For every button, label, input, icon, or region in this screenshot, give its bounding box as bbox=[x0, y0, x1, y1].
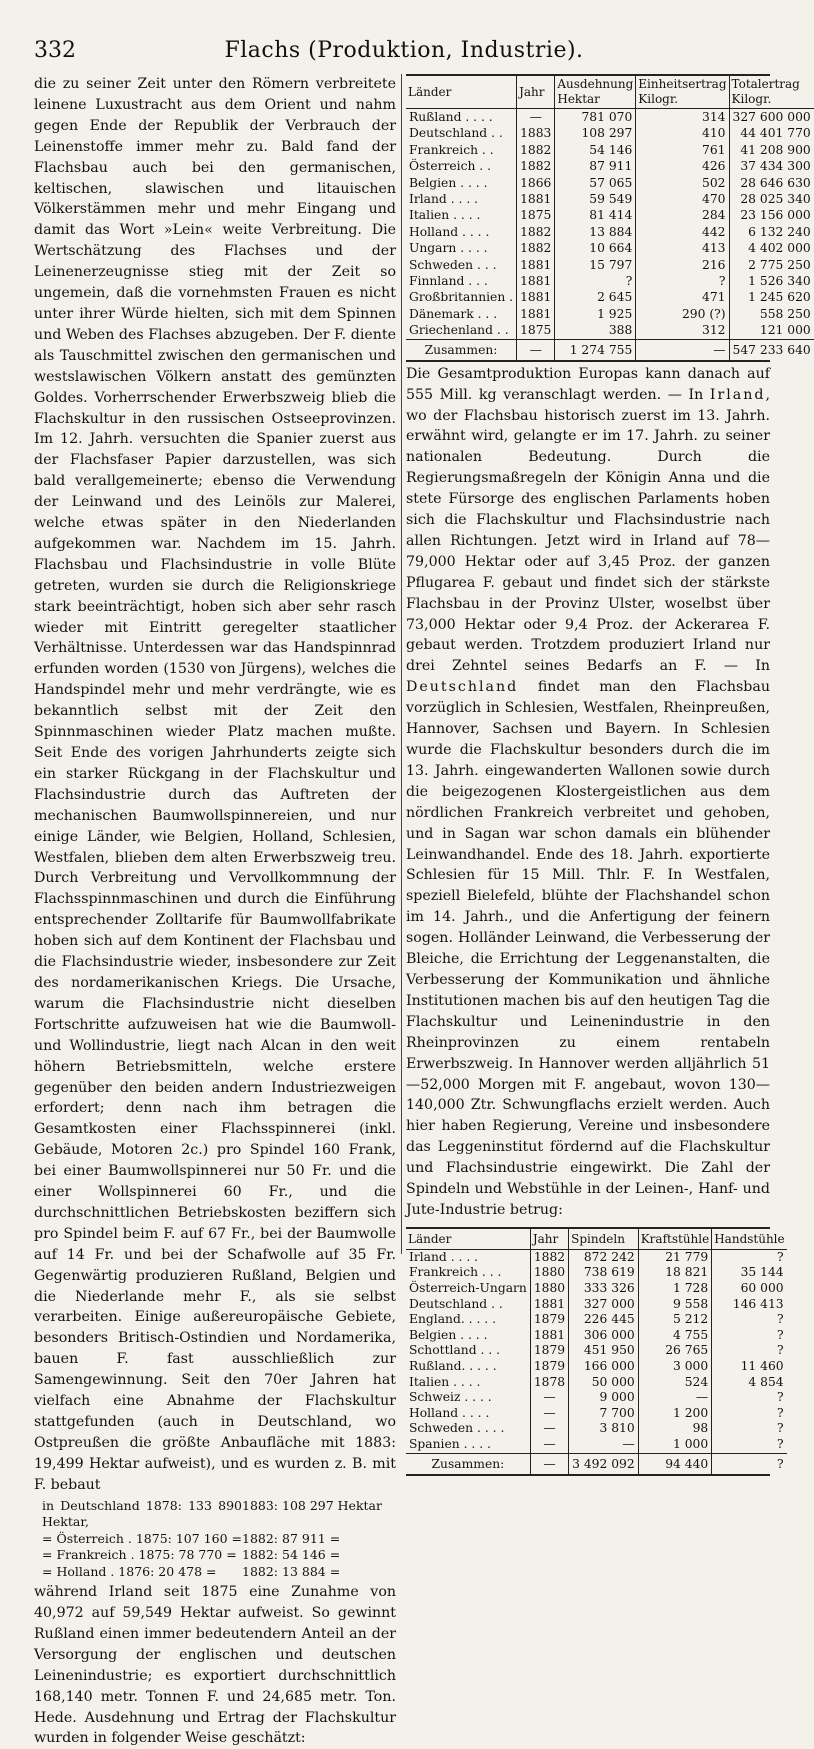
table-cell: 761 bbox=[636, 142, 729, 158]
table-row bbox=[406, 273, 814, 289]
table-cell: 6 132 240 bbox=[748, 224, 811, 239]
table-cell: — bbox=[530, 1437, 568, 1453]
table-cell: 87 911 bbox=[555, 158, 636, 174]
table-row bbox=[406, 191, 814, 207]
table-row bbox=[406, 158, 814, 174]
table-cell: 314 bbox=[636, 109, 729, 126]
table-row bbox=[406, 1328, 787, 1344]
table-cell: Italien . . . . bbox=[406, 207, 517, 223]
table-cell: 1 526 340 bbox=[748, 274, 811, 289]
table-cell: 23 156 000 bbox=[740, 208, 811, 223]
comparison-earlier: = Holland . 1876: 20 478 = bbox=[42, 1563, 217, 1579]
table-cell: 781 070 bbox=[555, 109, 636, 126]
col-header-jahr: Jahr bbox=[517, 76, 555, 109]
table-cell: 26 765 bbox=[638, 1343, 712, 1359]
table-cell: 1881 bbox=[530, 1328, 568, 1344]
left-paragraph-1: die zu seiner Zeit unter den Römern verbreitete leinene Luxustracht aus dem Orient und nahm gegen Ende der Republik der Verbrauch der Leinenstoffe immer mehr zu. Bald fand der Flachsbau auch bei den germanischen, keltischen, slawischen und litauischen Völkerstämmen mehr und mehr Eingang und damit das Wort »Lein« weite Verbreitung. Die Wertschätzung des Flachses und der Leinenerzeugnisse stieg mit der Zeit so ungemein, daß die vornehmsten Frauen es nicht unter ihrer Würde hielten, sich mit dem Spinnen und Weben des Flachses abzugeben. Der F. diente als Tauschmittel zwischen den germanischen und westslawischen Völkern anstatt des gemünzten Goldes. Vorherrschender Erwerbszweig blieb die Flachskultur in den russischen Ostseeprovinzen. Im 12. Jahrh. versuchten die Spanier zuerst aus der Flachsfaser Papier darzustellen, was sich bald verallgemeinerte; ebenso die Verwendung der Leinwand und des Leinöls zur Malerei, welche etwas später in den Niederlanden aufgekommen war. Nachdem im 15. Jahrh. Flachsbau und Flachsindustrie in volle Blüte getreten, wurden sie durch die Religionskriege stark beeinträchtigt, hoben sich aber sehr rasch wieder mit Eintritt geregelter staatlicher Verhältnisse. Unterdessen war das Handspinnrad erfunden worden (1530 von Jürgens), welches die Handspindel mehr und mehr verdrängte, wie es bekanntlich selbst mit der Zeit den Spinnmaschinen wieder Platz machen mußte. Seit Ende des vorigen Jahrhunderts zeigte sich ein starker Rückgang in der Flachskultur und Flachsindustrie durch das Auftreten der mechanischen Baumwollspinnereien, und nur einige Länder, wie Belgien, Holland, Schlesien, Westfalen, blieben dem alten Erwerbszweig treu. Durch Verbreitung und Vervollkommnung der Flachsspinnmaschinen und durch die Einführung entsprechender Zolltarife für Baumwollfabrikate hoben sich auf dem Kontinent der Flachsbau und die Flachsindustrie wieder, insbesondere zur Zeit des nordamerikanischen Kriegs. Die Ursache, warum die Flachsindustrie nicht dieselben Fortschritte aufzuweisen hat wie die Baumwoll- und Wollindustrie, liegt nach Alcan in den weit höhern Betriebsmitteln, welche erstere gegenüber den beiden andern Industriezweigen erfordert; denn nach ihm betragen die Gesamtkosten einer Flachsspinnerei (inkl. Gebäude, Motoren 2c.) pro Spindel 160 Frank, bei einer Baumwollspinnerei nur 50 Fr. und die einer Wollspinnerei 60 Fr., und die durchschnittlichen Betriebskosten beziffern sich pro Spindel beim F. auf 67 Fr., bei der Baumwolle auf 14 Fr. und bei der Schafwolle auf 35 Fr. Gegenwärtig produzieren Rußland, Belgien und die Niederlande mehr F., als sie selbst verarbeiten. Einige außereuropäische Gebiete, besonders Britisch-Ostindien und Nordamerika, bauen F. fast ausschließlich zur Samengewinnung. Seit den 70er Jahren hat vielfach eine Abnahme der Flachskultur stattgefunden (auch in Deutschland, wo Ostpreußen die größte Anbaufläche mit 1883: 19,499 Hektar aufweist), und es wurden z. B. mit F. bebaut bbox=[34, 76, 396, 1493]
table-cell: Frankreich . . . bbox=[406, 1265, 530, 1281]
table-cell: Frankreich . . bbox=[406, 142, 517, 158]
comparison-later: 1882: 13 884 = bbox=[242, 1563, 341, 1579]
table-cell: 1882 bbox=[517, 142, 555, 158]
table-row bbox=[406, 1343, 787, 1359]
comparison-later: 1882: 54 146 = bbox=[242, 1547, 341, 1563]
table-cell: 312 bbox=[636, 322, 729, 339]
table-cell: Rußland . . . . bbox=[406, 109, 517, 126]
table-sum-cell: 547 233 640 bbox=[729, 339, 814, 360]
table-row bbox=[406, 1437, 787, 1453]
table-cell: 410 bbox=[636, 125, 729, 141]
table-cell: 28 025 340 bbox=[740, 192, 811, 207]
col-header-handstuehle: Handstühle bbox=[712, 1229, 787, 1250]
flax-yield-table bbox=[406, 74, 811, 362]
left-paragraph-2: während Irland seit 1875 eine Zunahme von 40,972 auf 59,549 Hektar aufweist. So gewinnt Rußland einen immer bedeutendern Anteil an der Versorgung der englischen und deutschen Leinenindustrie; es exportiert durchschnittlich 168,140 metr. Tonnen F. und 24,685 metr. Ton. Hede. Ausdehnung und Ertrag der Flachskultur wurden in folgender Weise geschätzt: bbox=[34, 1584, 396, 1747]
page-header bbox=[34, 38, 774, 68]
table-cell: — bbox=[569, 1437, 639, 1453]
table-cell: 1882 bbox=[517, 158, 555, 174]
table-row bbox=[406, 1297, 787, 1313]
table-cell: 121 000 bbox=[759, 323, 811, 338]
table-cell: 306 000 bbox=[569, 1328, 639, 1344]
col-header-laender: Länder bbox=[406, 1229, 530, 1250]
table-cell: 470 bbox=[636, 191, 729, 207]
table-cell: Schweiz . . . . bbox=[406, 1390, 530, 1406]
table-cell: ? bbox=[777, 1343, 784, 1358]
table-sum-row bbox=[406, 339, 814, 360]
comparison-row bbox=[42, 1564, 396, 1581]
table-cell: 1875 bbox=[517, 322, 555, 339]
table-cell: 7 700 bbox=[569, 1406, 639, 1422]
table-cell: 413 bbox=[636, 240, 729, 256]
table-row bbox=[406, 289, 814, 305]
table-cell: 3 810 bbox=[569, 1421, 639, 1437]
table-sum-cell: ? bbox=[712, 1453, 787, 1474]
table-cell: Finnland . . . bbox=[406, 273, 517, 289]
col-header-kraftstuehle: Kraftstühle bbox=[638, 1229, 712, 1250]
table-cell: ? bbox=[777, 1312, 784, 1327]
table-cell: 1881 bbox=[517, 273, 555, 289]
table-cell: 1881 bbox=[517, 289, 555, 305]
table-cell: 9 000 bbox=[569, 1390, 639, 1406]
table-cell: 502 bbox=[636, 175, 729, 191]
table-row bbox=[406, 125, 814, 141]
table-cell: Holland . . . . bbox=[406, 1406, 530, 1422]
left-column bbox=[34, 74, 396, 1749]
table-cell: 1 000 bbox=[638, 1437, 712, 1453]
table-cell: Großbritannien . bbox=[406, 289, 517, 305]
comparison-row bbox=[42, 1531, 396, 1548]
table-row bbox=[406, 1249, 787, 1265]
table-cell: Ungarn . . . . bbox=[406, 240, 517, 256]
table-sum-cell: 3 492 092 bbox=[569, 1453, 639, 1474]
table-cell: ? bbox=[555, 273, 636, 289]
table-cell: 3 000 bbox=[638, 1359, 712, 1375]
table-sum-cell: — bbox=[530, 1453, 568, 1474]
table-row bbox=[406, 322, 814, 339]
comparison-earlier: in Deutschland 1878: 133 890 Hektar, bbox=[42, 1497, 242, 1530]
table-cell: 5 212 bbox=[638, 1312, 712, 1328]
table-row bbox=[406, 1375, 787, 1391]
table-cell: Belgien . . . . bbox=[406, 1328, 530, 1344]
table-cell: Schottland . . . bbox=[406, 1343, 530, 1359]
table-cell: 558 250 bbox=[759, 306, 811, 321]
table-row bbox=[406, 1281, 787, 1297]
table-cell: 21 779 bbox=[638, 1249, 712, 1265]
table-cell: 2 775 250 bbox=[748, 257, 811, 272]
table-cell: 13 884 bbox=[555, 224, 636, 240]
table-cell: Holland . . . . bbox=[406, 224, 517, 240]
table-cell: 426 bbox=[636, 158, 729, 174]
table-cell: 4 755 bbox=[638, 1328, 712, 1344]
table-cell: Irland . . . . bbox=[406, 1249, 530, 1265]
comparison-earlier: = Österreich . 1875: 107 160 = bbox=[42, 1530, 242, 1546]
table-cell: 1881 bbox=[530, 1297, 568, 1313]
table-sum-cell: Zusammen: bbox=[406, 1453, 530, 1474]
table-cell: Österreich . . bbox=[406, 158, 517, 174]
page-number: 332 bbox=[34, 38, 76, 63]
table-cell: ? bbox=[777, 1436, 784, 1451]
table-cell: Deutschland . . bbox=[406, 1297, 530, 1313]
table-cell: Deutschland . . bbox=[406, 125, 517, 141]
comparison-later: 1883: 108 297 Hektar bbox=[242, 1497, 382, 1513]
table-cell: 226 445 bbox=[569, 1312, 639, 1328]
table-row bbox=[406, 1265, 787, 1281]
table-cell: 1880 bbox=[530, 1265, 568, 1281]
table-cell: Griechenland . . bbox=[406, 322, 517, 339]
table-cell: 2 645 bbox=[555, 289, 636, 305]
table-sum-cell: — bbox=[636, 339, 729, 360]
table-cell: — bbox=[530, 1421, 568, 1437]
table-sum-cell: 1 274 755 bbox=[555, 339, 636, 360]
table-row bbox=[406, 1406, 787, 1422]
table-cell: 54 146 bbox=[555, 142, 636, 158]
table-cell: ? bbox=[777, 1421, 784, 1436]
table-cell: 1882 bbox=[517, 224, 555, 240]
right-paragraph-1b: , wo der Flachsbau historisch zuerst im 13. Jahrh. erwähnt wird, gelangte er im 17. Jahrh. zu seiner nationalen Bedeutung. Durch die Regierungsmaßregeln der Königin Anna und die stete Fürsorge des englischen Parlaments hoben sich die Flachskultur und Flachsindustrie nach allen Richtungen. Jetzt wird in Irland auf 78—79,000 Hektar oder auf 3,45 Proz. der ganzen Pflugarea F. gebaut und findet sich der stärkste Flachsbau in der Provinz Ulster, woselbst über 73,000 Hektar oder 9,4 Proz. der Ackerarea F. gebaut werden. Trotzdem produziert Irland nur drei Zehntel seines Bedarfs an F. — In bbox=[406, 386, 770, 675]
table-cell: ? bbox=[777, 1327, 784, 1342]
col-header-totalertrag: Totalertrag Kilogr. bbox=[729, 76, 814, 109]
table-cell: 1879 bbox=[530, 1312, 568, 1328]
comparison-row bbox=[42, 1498, 396, 1531]
table-cell: 1 925 bbox=[555, 306, 636, 322]
table-cell: Dänemark . . . bbox=[406, 306, 517, 322]
table-sum-cell: Zusammen: bbox=[406, 339, 517, 360]
table-cell: Belgien . . . . bbox=[406, 175, 517, 191]
table-cell: 442 bbox=[636, 224, 729, 240]
table-cell: 738 619 bbox=[569, 1265, 639, 1281]
spindle-loom-table bbox=[406, 1227, 785, 1476]
table-row bbox=[406, 306, 814, 322]
deutschland-spaced: Deutschland bbox=[406, 679, 519, 696]
table-cell: Rußland. . . . . bbox=[406, 1359, 530, 1375]
table-cell: 11 460 bbox=[740, 1359, 784, 1373]
col-header-jahr: Jahr bbox=[530, 1229, 568, 1250]
table-row bbox=[406, 257, 814, 273]
table-cell: 333 326 bbox=[569, 1281, 639, 1297]
comparison-later: 1882: 87 911 = bbox=[242, 1530, 341, 1546]
table-row bbox=[406, 240, 814, 256]
table-cell: ? bbox=[777, 1249, 784, 1264]
table-cell: Schweden . . . bbox=[406, 257, 517, 273]
table-cell: 872 242 bbox=[569, 1249, 639, 1265]
table-cell: 524 bbox=[638, 1375, 712, 1391]
table-cell: 327 000 bbox=[569, 1297, 639, 1313]
table-row bbox=[406, 1312, 787, 1328]
table-cell: 41 208 900 bbox=[740, 142, 811, 157]
table-cell: Spanien . . . . bbox=[406, 1437, 530, 1453]
table-cell: 28 646 630 bbox=[740, 175, 811, 190]
table-cell: ? bbox=[777, 1405, 784, 1420]
table-cell: 60 000 bbox=[740, 1281, 784, 1296]
table-cell: 1879 bbox=[530, 1343, 568, 1359]
table-cell: 59 549 bbox=[555, 191, 636, 207]
table-cell: 1881 bbox=[517, 191, 555, 207]
table-cell: 18 821 bbox=[638, 1265, 712, 1281]
table-cell: 327 600 000 bbox=[732, 110, 811, 124]
table-cell: 1 200 bbox=[638, 1406, 712, 1422]
table-cell: Irland . . . . bbox=[406, 191, 517, 207]
table-cell: 9 558 bbox=[638, 1297, 712, 1313]
table-cell: Österreich-Ungarn bbox=[406, 1281, 530, 1297]
col-header-einheitsertrag: Einheitsertrag Kilogr. bbox=[636, 76, 729, 109]
table-cell: — bbox=[517, 109, 555, 126]
table-cell: 471 bbox=[636, 289, 729, 305]
column-divider bbox=[401, 74, 402, 1254]
table-cell: 1 245 620 bbox=[748, 290, 811, 305]
col-header-spindeln: Spindeln bbox=[569, 1229, 639, 1250]
table-row bbox=[406, 1421, 787, 1437]
table-cell: 37 434 300 bbox=[740, 159, 811, 174]
table-row bbox=[406, 142, 814, 158]
right-paragraph-1c: findet man den Flachsbau vorzüglich in Schlesien, Westfalen, Rheinpreußen, Hannover, Sachsen und Bayern. In Schlesien wurde die Flachskultur besonders durch die im 13. Jahrh. eingewanderten Wallonen sowie durch die beigezogenen Klostergeistlichen aus dem nördlichen Frankreich verbreitet und gehoben, und in Sagan war schon damals ein blühender Leinwandhandel. Ende des 18. Jahrh. exportierte Schlesien für 15 Mill. Thlr. F. In Westfalen, speziell Bielefeld, blühte der Flachshandel schon im 14. Jahrh., und die Anfertigung der feinern sogen. Holländer Leinwand, die Verbesserung der Bleiche, die Errichtung der Leggenanstalten, die Verbesserung der Kommunikation und ähnliche Institutionen machen bis auf den heutigen Tag die Flachskultur und Leinenindustrie in den Rheinprovinzen zu einem rentabeln Erwerbszweig. In Hannover werden alljährlich 51—52,000 Morgen mit F. angebaut, wovon 130—140,000 Ztr. Schwungflachs erzielt werden. Auch hier haben Regierung, Vereine und insbesondere das Leggeninstitut fördernd auf die Flachskultur und Flachsindustrie eingewirkt. Die Zahl der Spindeln und Webstühle in der Leinen-, Hanf- und Jute-Industrie betrug: bbox=[406, 679, 770, 1218]
table-cell: 166 000 bbox=[569, 1359, 639, 1375]
table-cell: 284 bbox=[636, 207, 729, 223]
table-cell: Italien . . . . bbox=[406, 1375, 530, 1391]
table-cell: 44 401 770 bbox=[740, 126, 811, 141]
table-cell: 108 297 bbox=[555, 125, 636, 141]
table-cell: 1 728 bbox=[638, 1281, 712, 1297]
page-title: Flachs (Produktion, Industrie). bbox=[224, 38, 584, 63]
table-cell: 290 (?) bbox=[636, 306, 729, 322]
table-cell: Schweden . . . . bbox=[406, 1421, 530, 1437]
table-cell: 35 144 bbox=[740, 1265, 784, 1280]
table-row bbox=[406, 224, 814, 240]
table-cell: 146 413 bbox=[732, 1296, 784, 1311]
table-cell: 1875 bbox=[517, 207, 555, 223]
right-paragraph-1a: Die Gesamtproduktion Europas kann danach auf 555 Mill. kg veranschlagt werden. — In bbox=[406, 365, 770, 403]
table-cell: 1879 bbox=[530, 1359, 568, 1375]
table-cell: 4 402 000 bbox=[748, 241, 811, 256]
table-sum-cell: 94 440 bbox=[638, 1453, 712, 1474]
table-cell: 50 000 bbox=[569, 1375, 639, 1391]
table-cell: 81 414 bbox=[555, 207, 636, 223]
table-cell: 216 bbox=[636, 257, 729, 273]
table-cell: — bbox=[638, 1390, 712, 1406]
table-row bbox=[406, 207, 814, 223]
table-cell: 1883 bbox=[517, 125, 555, 141]
table-cell: — bbox=[530, 1406, 568, 1422]
table-row bbox=[406, 109, 814, 126]
comparison-row bbox=[42, 1547, 396, 1564]
table-cell: 1878 bbox=[530, 1375, 568, 1391]
comparison-earlier: = Frankreich . 1875: 78 770 = bbox=[42, 1547, 237, 1563]
table-cell: 1881 bbox=[517, 257, 555, 273]
table-cell: ? bbox=[636, 273, 729, 289]
table-cell: 15 797 bbox=[555, 257, 636, 273]
table-header-row bbox=[406, 76, 814, 109]
table-cell: 1882 bbox=[530, 1249, 568, 1265]
cultivation-comparison bbox=[42, 1498, 396, 1581]
table-cell: 451 950 bbox=[569, 1343, 639, 1359]
col-header-ausdehnung: Ausdehnung Hektar bbox=[555, 76, 636, 109]
table-sum-cell: — bbox=[517, 339, 555, 360]
col-header-laender: Länder bbox=[406, 76, 517, 109]
right-column bbox=[406, 74, 811, 1476]
table-row bbox=[406, 1390, 787, 1406]
table-cell: England. . . . . bbox=[406, 1312, 530, 1328]
table-cell: 10 664 bbox=[555, 240, 636, 256]
table-header-row bbox=[406, 1229, 787, 1250]
table-row bbox=[406, 175, 814, 191]
table-cell: 1881 bbox=[517, 306, 555, 322]
table-cell: 388 bbox=[555, 322, 636, 339]
table-cell: 4 854 bbox=[748, 1374, 784, 1389]
table-row bbox=[406, 1359, 787, 1375]
table-cell: 1880 bbox=[530, 1281, 568, 1297]
irland-spaced: Irland bbox=[709, 386, 766, 403]
table-sum-row bbox=[406, 1453, 787, 1474]
table-cell: 1866 bbox=[517, 175, 555, 191]
table-cell: 1882 bbox=[517, 240, 555, 256]
table-cell: 98 bbox=[638, 1421, 712, 1437]
table-cell: ? bbox=[777, 1390, 784, 1405]
table-cell: — bbox=[530, 1390, 568, 1406]
table-cell: 57 065 bbox=[555, 175, 636, 191]
